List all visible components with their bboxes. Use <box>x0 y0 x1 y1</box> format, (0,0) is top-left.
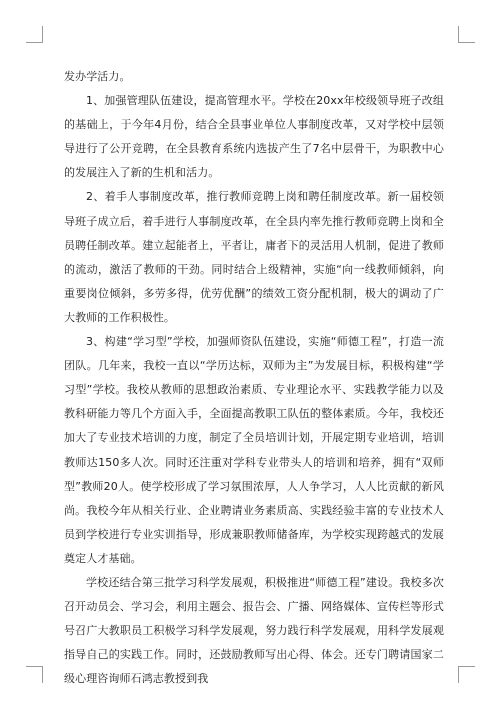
paragraph-continuation: 发办学活力。 <box>64 70 131 83</box>
paragraph-management-team: 1、加强管理队伍建设，提高管理水平。学校在20xx年校级领导班子改组的基础上，于今年4月份，结合全县事业单位人事制度改革，又对学校中层领导进行了公开竞聘，在全县教育系统内选拔产生了7名中层骨干，为职教中心的发展注入了新的生机和活力。 <box>64 94 444 180</box>
crop-mark-top-left <box>26 26 43 43</box>
crop-mark-top-right <box>458 26 475 43</box>
paragraph-ethics-project: 学校还结合第三批学习科学发展观，积极推进“师德工程”建设。我校多次召开动员会、学习会，利用主题会、报告会、广播、网络媒体、宣传栏等形式号召广大教职员工积极学习科学发展观，努力践行科学发展观，用科学发展观指导自己的实践工作。同时，还鼓励教师写出心得、体会。还专门聘请国家二级心理咨询师石鸿志教授到我 <box>64 575 444 686</box>
crop-mark-bottom-left <box>26 666 43 683</box>
paragraph-personnel-reform: 2、着手人事制度改革，推行教师竞聘上岗和聘任制度改革。新一届校领导班子成立后，着手进行人事制度改革，在全县内率先推行教师竞聘上岗和全员聘任制改革。建立起能者上，平者让，庸者下的灵活用人机制，促进了教师的流动，激活了教师的干劲。同时结合上级精神，实施“向一线教师倾斜，向重要岗位倾斜，多劳多得，优劳优酬”的绩效工资分配机制，极大的调动了广大教师的工作积极性。 <box>64 190 444 324</box>
paragraph-learning-school: 3、构建“学习型”学校，加强师资队伍建设，实施“师德工程”，打造一流团队。几年来，我校一直以“学历达标，双师为主”为发展目标，积极构建“学习型”学校。我校从教师的思想政治素质、专业理论水平、实践教学能力以及教科研能力等几个方面入手，全面提高教职工队伍的整体素质。今年，我校还加大了专业技术培训的力度，制定了全员培训计划，开展定期专业培训，培训教师达150多人次。同时还注重对学科专业带头人的培训和培养，拥有“双师型”教师20人。使学校形成了学习氛围浓厚，人人争学习，人人比贡献的新风尚。我校今年从相关行业、企业聘请业务素质高、实践经验丰富的专业技术人员到学校进行专业实训指导，形成兼职教师储备库，为学校实现跨越式的发展奠定人才基础。 <box>64 335 444 565</box>
document-body <box>64 65 444 691</box>
crop-mark-bottom-right <box>458 666 475 683</box>
